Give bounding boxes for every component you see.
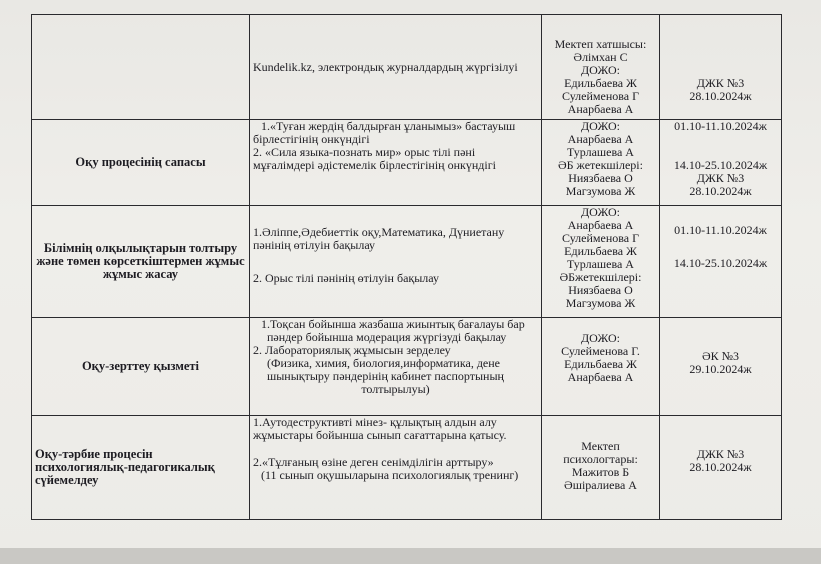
- date-cell: [660, 15, 782, 120]
- responsible-person: Мажитов Б: [571, 465, 630, 479]
- activity-text: шынықтыру пәндерінің кабинет паспортының: [267, 369, 504, 383]
- topic-title: Оқу процесінің сапасы: [75, 155, 206, 169]
- responsible-person: Анарбаева А: [567, 370, 634, 384]
- responsible-person: Едильбаева Ж: [564, 357, 637, 371]
- responsible-person: Әшіралиева А: [564, 478, 637, 492]
- table-row: [32, 318, 782, 416]
- responsible-person: Сулейменова Г.: [561, 344, 640, 358]
- responsible-person: Едильбаева Ж: [564, 76, 637, 90]
- responsible-person: Ниязбаева О: [568, 283, 633, 297]
- psychologist-label: психологтары:: [563, 452, 638, 466]
- topic-cell: [32, 416, 250, 520]
- responsible-cell: [542, 120, 660, 206]
- responsible-person: Магзумова Ж: [565, 184, 636, 198]
- activity-text: пәндер бойынша модерация жүргізуді бақылау: [267, 330, 507, 344]
- topic-cell: [32, 206, 250, 318]
- secretary-name: Әлімхан С: [573, 50, 628, 64]
- responsible-person: Турлашева А: [567, 257, 634, 271]
- protocol-date: 28.10.2024ж: [689, 89, 752, 103]
- responsible-person: Анарбаева А: [567, 218, 634, 232]
- plan-table: [31, 14, 782, 520]
- table-row: [32, 206, 782, 318]
- protocol-date: 29.10.2024ж: [689, 362, 752, 376]
- responsible-person: Магзумова Ж: [565, 296, 636, 310]
- activity-text: (Физика, химия, биология,информатика, дене: [267, 356, 500, 370]
- topic-title: жұмыс жасау: [102, 267, 179, 281]
- responsible-cell: [542, 318, 660, 416]
- activity-text: 2. Лабораториялық жұмысын зерделеу: [253, 343, 451, 357]
- responsible-person: Едильбаева Ж: [564, 244, 637, 258]
- heads-label: ӘБ жетекшілері:: [558, 158, 643, 172]
- protocol-number: ДЖК №3: [696, 76, 745, 90]
- psychologist-label: Мектеп: [581, 439, 620, 453]
- activity-text: пәнінің өтілуін бақылау: [253, 238, 376, 252]
- table-row: [32, 15, 782, 120]
- activity-text: 1.Әліппе,Әдебиеттік оқу,Математика, Дүниетану: [253, 225, 505, 239]
- date-range: 14.10-25.10.2024ж: [673, 158, 768, 172]
- activity-text: Kundelik.kz, электрондық журналдардың жүргізілуі: [253, 60, 518, 74]
- topic-title: және төмен көрсеткіштермен жұмыс: [36, 254, 245, 268]
- activity-text: 2. Орыс тілі пәнінің өтілуін бақылау: [253, 271, 439, 285]
- topic-title: психологиялық-педагогикалық: [35, 460, 215, 474]
- protocol-number: ДЖК №3: [696, 171, 745, 185]
- activity-text: 1.«Туған жердің балдырған ұланымыз» бастауыш: [261, 119, 516, 133]
- activity-cell: [250, 15, 542, 120]
- date-range: 01.10-11.10.2024ж: [674, 223, 767, 237]
- activity-text: 1.Тоқсан бойынша жазбаша жиынтық бағалауы бар: [261, 317, 525, 331]
- date-cell: [660, 120, 782, 206]
- activity-text: (11 сынып оқушыларына психологиялық тренинг): [261, 468, 519, 482]
- responsible-person: Анарбаева А: [567, 132, 634, 146]
- activity-text: 2.«Тұлғаның өзіне деген сенімділігін арттыру»: [253, 455, 494, 469]
- activity-cell: [250, 318, 542, 416]
- activity-text: мұғалімдері әдістемелік бірлестігінің онкүндігі: [253, 158, 496, 172]
- activity-text: жұмыстары бойынша сынып сағаттарына қатысу.: [253, 428, 507, 442]
- topic-cell-empty: [32, 15, 250, 120]
- secretary-label: Мектеп хатшысы:: [554, 37, 647, 51]
- topic-title: Оқу-зерттеу қызметі: [81, 359, 200, 373]
- protocol-number: ӘК №3: [701, 349, 740, 363]
- date-cell: [660, 206, 782, 318]
- responsible-label: ДОЖО:: [580, 119, 620, 133]
- responsible-label: ДОЖО:: [580, 63, 620, 77]
- responsible-person: Сулейменова Г: [561, 231, 640, 245]
- topic-cell: [32, 318, 250, 416]
- date-cell: [660, 416, 782, 520]
- responsible-cell: [542, 206, 660, 318]
- responsible-person: Турлашева А: [567, 145, 634, 159]
- responsible-cell: [542, 15, 660, 120]
- responsible-label: ДОЖО:: [580, 331, 620, 345]
- date-range: 14.10-25.10.2024ж: [673, 256, 768, 270]
- date-range: 01.10-11.10.2024ж: [674, 119, 767, 133]
- protocol-number: ДЖК №3: [696, 447, 745, 461]
- topic-cell: [32, 120, 250, 206]
- activity-cell: [250, 206, 542, 318]
- responsible-person: Анарбаева А: [567, 102, 634, 116]
- responsible-person: Ниязбаева О: [568, 171, 633, 185]
- table-row: [32, 120, 782, 206]
- date-cell: [660, 318, 782, 416]
- topic-title: Білімнің олқылықтарын толтыру: [43, 241, 238, 255]
- responsible-cell: [542, 416, 660, 520]
- activity-cell: [250, 416, 542, 520]
- responsible-person: Сулейменова Г: [561, 89, 640, 103]
- table-row: [32, 416, 782, 520]
- heads-label: ӘБжетекшілері:: [559, 270, 642, 284]
- topic-title: сүйемелдеу: [35, 473, 99, 487]
- protocol-date: 28.10.2024ж: [689, 184, 752, 198]
- topic-title: Оқу-тәрбие процесін: [35, 447, 153, 461]
- activity-text: 2. «Сила языка-познать мир» орыс тілі пәні: [253, 145, 476, 159]
- table-surface: [0, 548, 821, 564]
- activity-text: 1.Аутодеструктивті мінез- құлықтың алдын алу: [253, 415, 497, 429]
- activity-text: бірлестігінің онкүндігі: [253, 132, 370, 146]
- responsible-label: ДОЖО:: [580, 205, 620, 219]
- protocol-date: 28.10.2024ж: [689, 460, 752, 474]
- activity-cell: [250, 120, 542, 206]
- activity-text: толтырылуы): [361, 382, 430, 396]
